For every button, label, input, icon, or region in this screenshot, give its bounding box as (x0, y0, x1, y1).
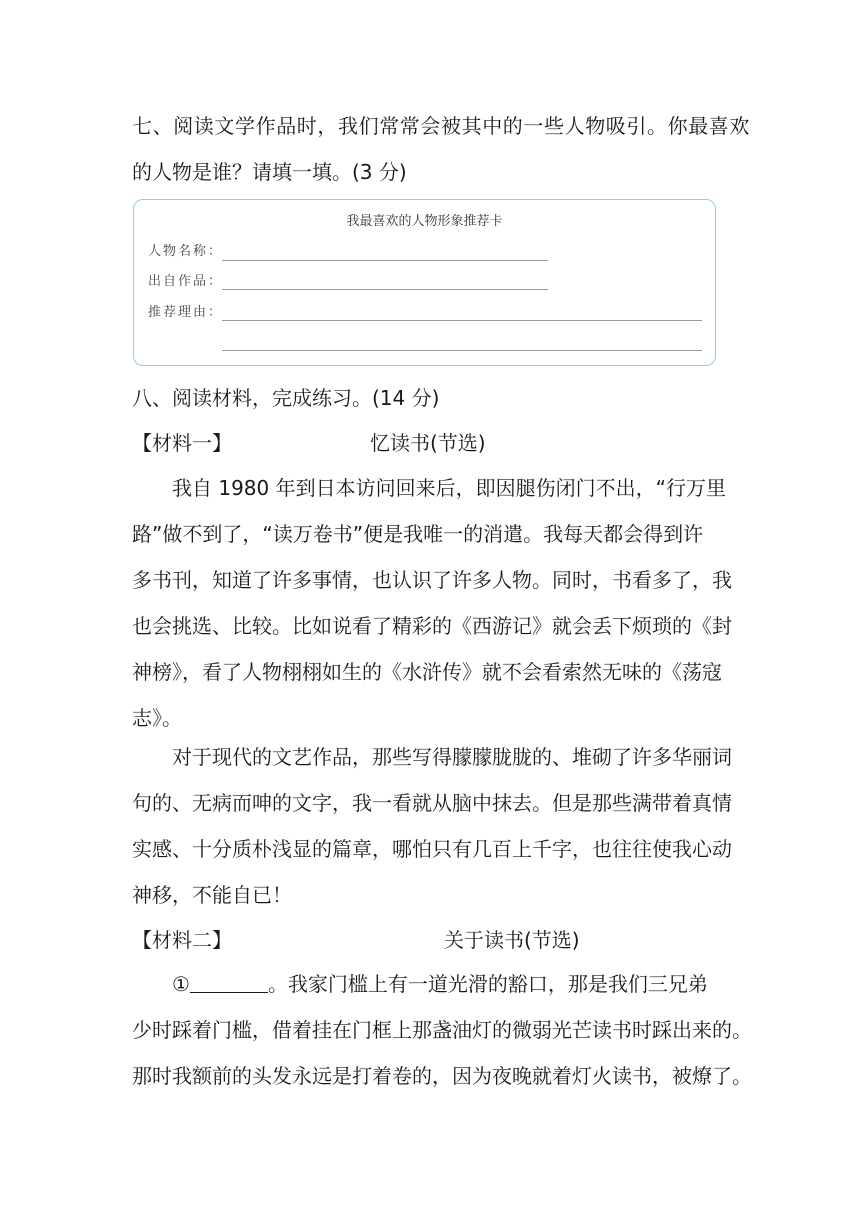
text-line: 我自 1980 年到日本访问回来后，即因腿伤闭门不出，“行万里 (172, 476, 726, 500)
recommendation-card (133, 199, 716, 366)
text-line: 句的、无病而呻的文字，我一看就从脑中抹去。但是那些满带着真情 (132, 791, 732, 815)
material-2-label: 【材料二】 (132, 928, 232, 952)
name-answer-line[interactable] (222, 260, 548, 261)
reason-answer-line-1[interactable] (222, 320, 702, 321)
name-label: 人物名称： (148, 244, 224, 259)
text-line (172, 970, 708, 998)
work-label: 出自作品： (148, 274, 224, 289)
text-line: 神移，不能自已！ (132, 883, 292, 907)
question-8-heading: 八、阅读材料，完成练习。(14 分) (132, 386, 440, 410)
material-1-title: 忆读书(节选) (370, 431, 486, 455)
text-fragment: 。我家门槛上有一道光滑的豁口，那是我们三兄弟 (267, 972, 708, 996)
reason-label: 推荐理由： (148, 305, 224, 320)
question-7-line-2: 的人物是谁？请填一填。(3 分) (132, 160, 407, 184)
text-line: 路”做不到了，“读万卷书”便是我唯一的消遣。我每天都会得到许 (132, 522, 704, 546)
question-7-line-1: 七、阅读文学作品时，我们常常会被其中的一些人物吸引。你最喜欢 (132, 114, 750, 138)
text-line: 那时我额前的头发永远是打着卷的，因为夜晚就着灯火读书，被燎了。 (132, 1064, 752, 1088)
work-answer-line[interactable] (222, 289, 548, 290)
reason-answer-line-2[interactable] (222, 350, 702, 351)
question-marker: ① (172, 972, 190, 996)
card-title: 我最喜欢的人物形象推荐卡 (346, 214, 503, 229)
material-2-title: 关于读书(节选) (444, 928, 580, 952)
material-1-label: 【材料一】 (132, 431, 232, 455)
text-line: 对于现代的文艺作品，那些写得朦朦胧胧的、堆砌了许多华丽词 (172, 745, 732, 769)
text-line: 少时踩着门槛，借着挂在门框上那盏油灯的微弱光芒读书时踩出来的。 (132, 1018, 752, 1042)
text-line: 神榜》，看了人物栩栩如生的《水浒传》就不会看索然无味的《荡寇 (132, 660, 722, 684)
text-line: 多书刊，知道了许多事情，也认识了许多人物。同时，书看多了，我 (132, 568, 732, 592)
text-line: 也会挑选、比较。比如说看了精彩的《西游记》就会丢下烦琐的《封 (132, 614, 732, 638)
text-line: 志》。 (132, 706, 182, 730)
text-line: 实感、十分质朴浅显的篇章，哪怕只有几百上千字，也往往使我心动 (132, 837, 732, 861)
fill-in-blank[interactable] (190, 972, 268, 993)
